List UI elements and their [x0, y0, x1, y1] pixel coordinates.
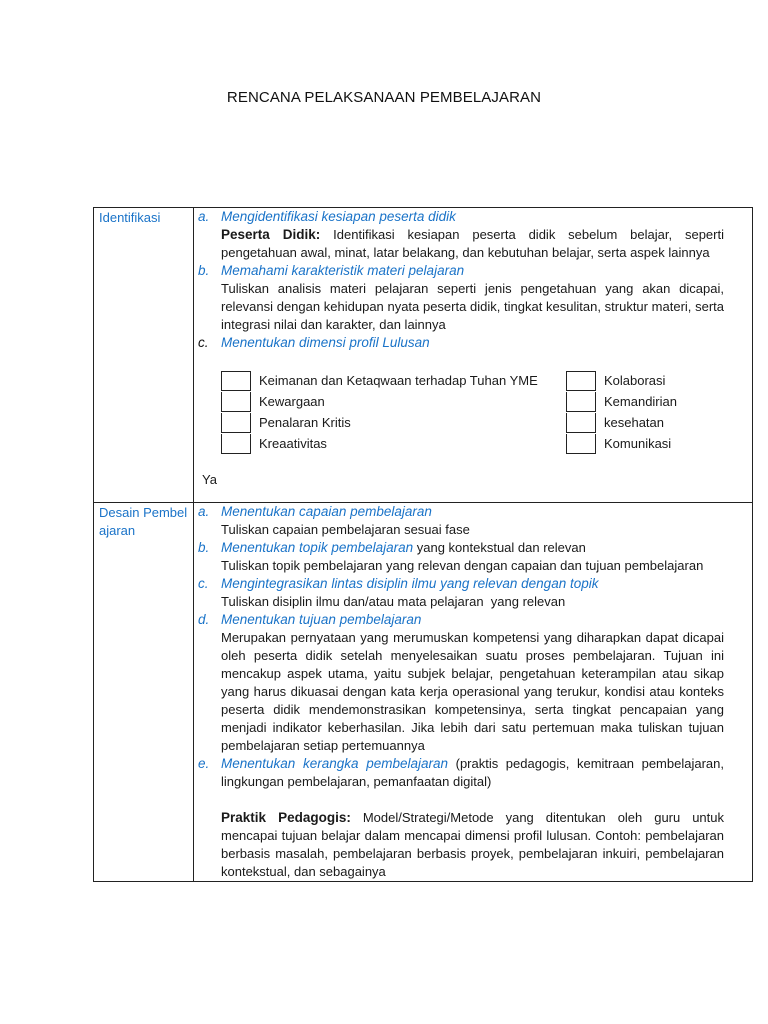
- checkbox[interactable]: [221, 392, 251, 412]
- checkbox[interactable]: [221, 434, 251, 454]
- item-text: [221, 809, 724, 881]
- item-text: Tuliskan topik pembelajaran yang relevan dengan capaian dan tujuan pembelajaran: [221, 558, 704, 573]
- item-heading-line: [221, 539, 724, 557]
- item-heading: Menentukan dimensi profil Lulusan: [221, 335, 430, 350]
- list-marker: c.: [198, 335, 209, 350]
- table-row-desain-pembelajaran: [94, 502, 752, 881]
- item-text: Tuliskan disiplin ilmu dan/atau mata pelajaran yang relevan: [221, 594, 566, 609]
- item-heading: Menentukan kerangka pembelajaran: [221, 756, 449, 771]
- checklist-column-left: [221, 370, 566, 454]
- note-text: Ya: [202, 472, 217, 487]
- list-marker: d.: [198, 612, 210, 627]
- checkbox-label: Kewargaan: [259, 394, 325, 409]
- list-item-c: [198, 575, 724, 611]
- list-item-d: [198, 611, 724, 755]
- checkbox[interactable]: [566, 434, 596, 454]
- checkbox[interactable]: [566, 413, 596, 433]
- bold-label: Praktik Pedagogis:: [221, 810, 351, 825]
- item-heading: Mengintegrasikan lintas disiplin ilmu yang relevan dengan topik: [221, 576, 599, 591]
- checkbox-label: Penalaran Kritis: [259, 415, 351, 430]
- item-text: Tuliskan capaian pembelajaran sesuai fase: [221, 522, 470, 537]
- checkbox[interactable]: [566, 371, 596, 391]
- checkbox[interactable]: [566, 392, 596, 412]
- list-item-b: [198, 262, 724, 334]
- list-marker: e.: [198, 756, 210, 771]
- checklist-item: [566, 412, 677, 433]
- item-heading-line: [221, 755, 724, 791]
- checkbox[interactable]: [221, 371, 251, 391]
- list-marker: b.: [198, 540, 210, 555]
- checkbox-label: Keimanan dan Ketaqwaan terhadap Tuhan YME: [259, 373, 538, 388]
- rpp-table: [93, 207, 753, 882]
- item-heading-suffix: (praktis pedagogis, kemitraan pembelajaran, lingkungan pembelajaran, pemanfaatan digital): [221, 756, 724, 789]
- item-heading: Menentukan capaian pembelajaran: [221, 504, 432, 519]
- profile-dimension-checklist: [221, 370, 724, 454]
- checklist-item: [566, 391, 677, 412]
- item-text: Merupakan pernyataan yang merumuskan kompetensi yang diharapkan dapat dicapai oleh peserta didik setelah menyelesaikan suatu proses pembelajaran. Tujuan ini mencakup aspek utama, yaitu subjek belajar, pengetahuan keterampilan atau sikap yang harus dikuasai dengan kata kerja operasional yang terukur, kondisi atau konteks peserta didik mendemonstrasikan kompetensinya, serta tingkat pencapaian yang menjadi indikator keberhasilan. Jika lebih dari satu pertemuan maka tuliskan tujuan pembelajaran setiap pertemuannya: [221, 630, 724, 753]
- list-item-e: [198, 755, 724, 881]
- checklist-column-right: [566, 370, 677, 454]
- list-marker: a.: [198, 504, 210, 519]
- row-label: Desain Pembelajaran: [94, 503, 194, 881]
- checklist-item: [221, 391, 566, 412]
- list-item-c: [198, 334, 724, 352]
- list-marker: b.: [198, 263, 210, 278]
- checkbox-label: Kreaativitas: [259, 436, 327, 451]
- item-text: Tuliskan analisis materi pelajaran seperti jenis pengetahuan yang akan dicapai, relevansi dengan kehidupan nyata peserta didik, tingkat kesulitan, struktur materi, serta integrasi nilai dan karakter, dan lainnya: [221, 281, 724, 332]
- checklist-item: [566, 433, 677, 454]
- checkbox-label: Komunikasi: [604, 436, 672, 451]
- page-title: RENCANA PELAKSANAAN PEMBELAJARAN: [226, 89, 542, 106]
- checkbox-label: Kemandirian: [604, 394, 677, 409]
- list-marker: a.: [198, 209, 210, 224]
- checklist-item: [566, 370, 677, 391]
- checklist-item: [221, 433, 566, 454]
- checkbox[interactable]: [221, 413, 251, 433]
- bold-label: Peserta Didik:: [221, 227, 321, 242]
- list-item-b: [198, 539, 724, 575]
- item-heading: Menentukan tujuan pembelajaran: [221, 612, 422, 627]
- item-body: Model/Strategi/Metode yang ditentukan oleh guru untuk mencapai tujuan belajar dalam mencapai dimensi profil lulusan. Contoh: pembelajaran berbasis masalah, pembelajaran berbasis proyek, pembelajaran inkuiri, pembelajaran kontekstual, dan sebagainya: [221, 810, 724, 879]
- item-body: Identifikasi kesiapan peserta didik sebelum belajar, seperti pengetahuan awal, minat, latar belakang, dan kebutuhan belajar, serta aspek lainnya: [221, 227, 724, 260]
- row-content: [194, 503, 752, 881]
- checklist-item: [221, 412, 566, 433]
- item-heading: Menentukan topik pembelajaran: [221, 540, 414, 555]
- list-item-a: [198, 503, 724, 539]
- table-row-identifikasi: [94, 208, 752, 502]
- row-label: Identifikasi: [94, 208, 194, 502]
- item-text: [221, 226, 724, 262]
- item-heading-suffix: yang kontekstual dan relevan: [413, 540, 586, 555]
- row-content: [194, 208, 752, 502]
- checklist-item: [221, 370, 566, 391]
- checkbox-label: kesehatan: [604, 415, 664, 430]
- checkbox-label: Kolaborasi: [604, 373, 666, 388]
- list-marker: c.: [198, 576, 209, 591]
- item-heading: Mengidentifikasi kesiapan peserta didik: [221, 209, 456, 224]
- spacer: [221, 791, 724, 809]
- list-item-a: [198, 208, 724, 262]
- item-heading: Memahami karakteristik materi pelajaran: [221, 263, 465, 278]
